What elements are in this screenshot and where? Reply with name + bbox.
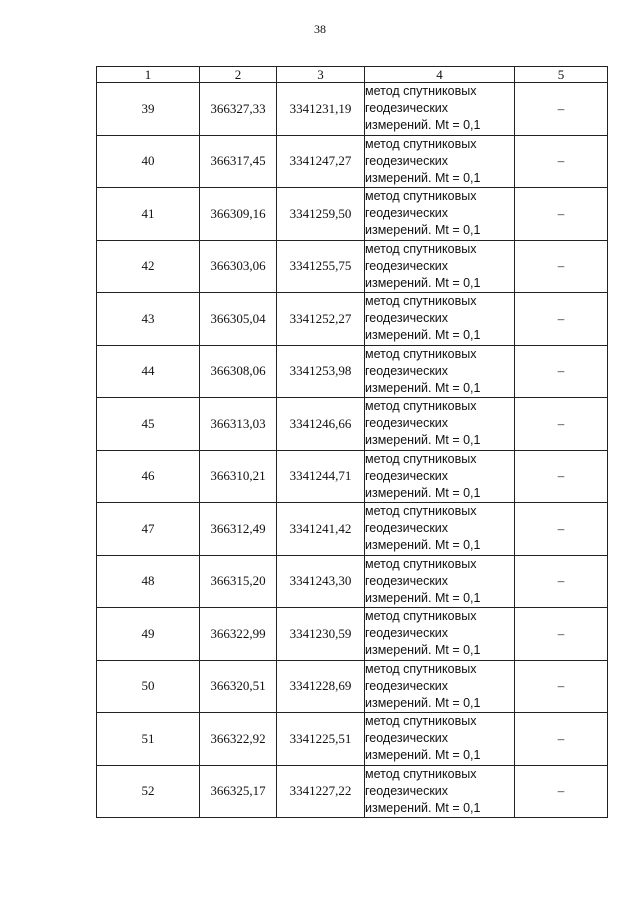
header-cell-3: 3 (277, 67, 365, 83)
y-coordinate-cell: 3341252,27 (277, 293, 365, 346)
note-cell: – (515, 188, 608, 241)
note-cell: – (515, 608, 608, 661)
table-row (97, 398, 608, 451)
method-line: метод спутниковых (365, 504, 477, 519)
header-cell-4: 4 (365, 67, 515, 83)
method-line: геодезических (365, 153, 449, 168)
method-cell (365, 713, 515, 766)
method-cell (365, 450, 515, 503)
header-cell-2: 2 (200, 67, 277, 83)
table-row (97, 660, 608, 713)
method-cell (365, 398, 515, 451)
x-coordinate-cell: 366310,21 (200, 450, 277, 503)
method-line: измерений. Mt = 0,1 (365, 118, 481, 133)
table-row (97, 293, 608, 346)
note-cell: – (515, 83, 608, 136)
y-coordinate-cell: 3341225,51 (277, 713, 365, 766)
method-line: измерений. Mt = 0,1 (365, 275, 481, 290)
method-line: геодезических (365, 731, 449, 746)
table-row (97, 608, 608, 661)
x-coordinate-cell: 366312,49 (200, 503, 277, 556)
page-number: 38 (314, 22, 326, 36)
method-line: геодезических (365, 573, 449, 588)
y-coordinate-cell: 3341247,27 (277, 135, 365, 188)
point-number-cell: 51 (97, 713, 200, 766)
x-coordinate-cell: 366317,45 (200, 135, 277, 188)
header-cell-1: 1 (97, 67, 200, 83)
x-coordinate-cell: 366322,99 (200, 608, 277, 661)
method-line: измерений. Mt = 0,1 (365, 380, 481, 395)
x-coordinate-cell: 366313,03 (200, 398, 277, 451)
method-line: геодезических (365, 101, 449, 116)
method-cell (365, 135, 515, 188)
y-coordinate-cell: 3341230,59 (277, 608, 365, 661)
method-line: геодезических (365, 626, 449, 641)
method-cell (365, 608, 515, 661)
x-coordinate-cell: 366308,06 (200, 345, 277, 398)
method-line: метод спутниковых (365, 84, 477, 99)
y-coordinate-cell: 3341228,69 (277, 660, 365, 713)
table-row (97, 503, 608, 556)
method-cell (365, 555, 515, 608)
y-coordinate-cell: 3341255,75 (277, 240, 365, 293)
table-row (97, 555, 608, 608)
method-line: метод спутниковых (365, 136, 477, 151)
table-row (97, 188, 608, 241)
y-coordinate-cell: 3341231,19 (277, 83, 365, 136)
method-line: метод спутниковых (365, 451, 477, 466)
point-number-cell: 40 (97, 135, 200, 188)
table-row (97, 713, 608, 766)
method-line: измерений. Mt = 0,1 (365, 800, 481, 815)
header-cell-5: 5 (515, 67, 608, 83)
note-cell: – (515, 398, 608, 451)
note-cell: – (515, 240, 608, 293)
method-line: метод спутниковых (365, 294, 477, 309)
note-cell: – (515, 450, 608, 503)
method-line: геодезических (365, 678, 449, 693)
method-line: измерений. Mt = 0,1 (365, 223, 481, 238)
method-line: геодезических (365, 311, 449, 326)
point-number-cell: 44 (97, 345, 200, 398)
note-cell: – (515, 293, 608, 346)
note-cell: – (515, 660, 608, 713)
method-line: измерений. Mt = 0,1 (365, 695, 481, 710)
x-coordinate-cell: 366320,51 (200, 660, 277, 713)
point-number-cell: 42 (97, 240, 200, 293)
note-cell: – (515, 345, 608, 398)
table-row (97, 345, 608, 398)
table-row (97, 240, 608, 293)
point-number-cell: 48 (97, 555, 200, 608)
method-line: измерений. Mt = 0,1 (365, 328, 481, 343)
table-row (97, 83, 608, 136)
point-number-cell: 49 (97, 608, 200, 661)
method-cell (365, 240, 515, 293)
x-coordinate-cell: 366325,17 (200, 765, 277, 818)
method-line: измерений. Mt = 0,1 (365, 590, 481, 605)
table-row (97, 765, 608, 818)
y-coordinate-cell: 3341244,71 (277, 450, 365, 503)
x-coordinate-cell: 366309,16 (200, 188, 277, 241)
x-coordinate-cell: 366322,92 (200, 713, 277, 766)
point-number-cell: 47 (97, 503, 200, 556)
y-coordinate-cell: 3341246,66 (277, 398, 365, 451)
method-line: метод спутниковых (365, 241, 477, 256)
method-cell (365, 345, 515, 398)
point-number-cell: 43 (97, 293, 200, 346)
method-line: геодезических (365, 363, 449, 378)
method-line: измерений. Mt = 0,1 (365, 170, 481, 185)
method-line: измерений. Mt = 0,1 (365, 485, 481, 500)
method-line: геодезических (365, 468, 449, 483)
method-line: измерений. Mt = 0,1 (365, 538, 481, 553)
x-coordinate-cell: 366305,04 (200, 293, 277, 346)
method-line: метод спутниковых (365, 189, 477, 204)
method-line: геодезических (365, 258, 449, 273)
y-coordinate-cell: 3341227,22 (277, 765, 365, 818)
method-line: метод спутниковых (365, 556, 477, 571)
x-coordinate-cell: 366315,20 (200, 555, 277, 608)
table-row (97, 450, 608, 503)
point-number-cell: 45 (97, 398, 200, 451)
method-line: измерений. Mt = 0,1 (365, 748, 481, 763)
method-line: метод спутниковых (365, 399, 477, 414)
point-number-cell: 41 (97, 188, 200, 241)
method-line: геодезических (365, 521, 449, 536)
method-cell (365, 765, 515, 818)
note-cell: – (515, 713, 608, 766)
y-coordinate-cell: 3341241,42 (277, 503, 365, 556)
method-line: метод спутниковых (365, 346, 477, 361)
method-cell (365, 188, 515, 241)
y-coordinate-cell: 3341253,98 (277, 345, 365, 398)
method-line: геодезических (365, 416, 449, 431)
y-coordinate-cell: 3341243,30 (277, 555, 365, 608)
note-cell: – (515, 765, 608, 818)
note-cell: – (515, 555, 608, 608)
point-number-cell: 46 (97, 450, 200, 503)
method-cell (365, 660, 515, 713)
point-number-cell: 39 (97, 83, 200, 136)
x-coordinate-cell: 366303,06 (200, 240, 277, 293)
note-cell: – (515, 135, 608, 188)
method-line: метод спутниковых (365, 661, 477, 676)
method-line: измерений. Mt = 0,1 (365, 643, 481, 658)
method-line: измерений. Mt = 0,1 (365, 433, 481, 448)
point-number-cell: 50 (97, 660, 200, 713)
y-coordinate-cell: 3341259,50 (277, 188, 365, 241)
table-row (97, 135, 608, 188)
method-line: метод спутниковых (365, 766, 477, 781)
coordinates-table (96, 66, 608, 818)
method-line: метод спутниковых (365, 714, 477, 729)
method-cell (365, 293, 515, 346)
method-line: геодезических (365, 783, 449, 798)
point-number-cell: 52 (97, 765, 200, 818)
method-cell (365, 83, 515, 136)
note-cell: – (515, 503, 608, 556)
method-line: метод спутниковых (365, 609, 477, 624)
x-coordinate-cell: 366327,33 (200, 83, 277, 136)
table-body (97, 67, 608, 818)
method-line: геодезических (365, 206, 449, 221)
method-cell (365, 503, 515, 556)
table-header-row (97, 67, 608, 83)
